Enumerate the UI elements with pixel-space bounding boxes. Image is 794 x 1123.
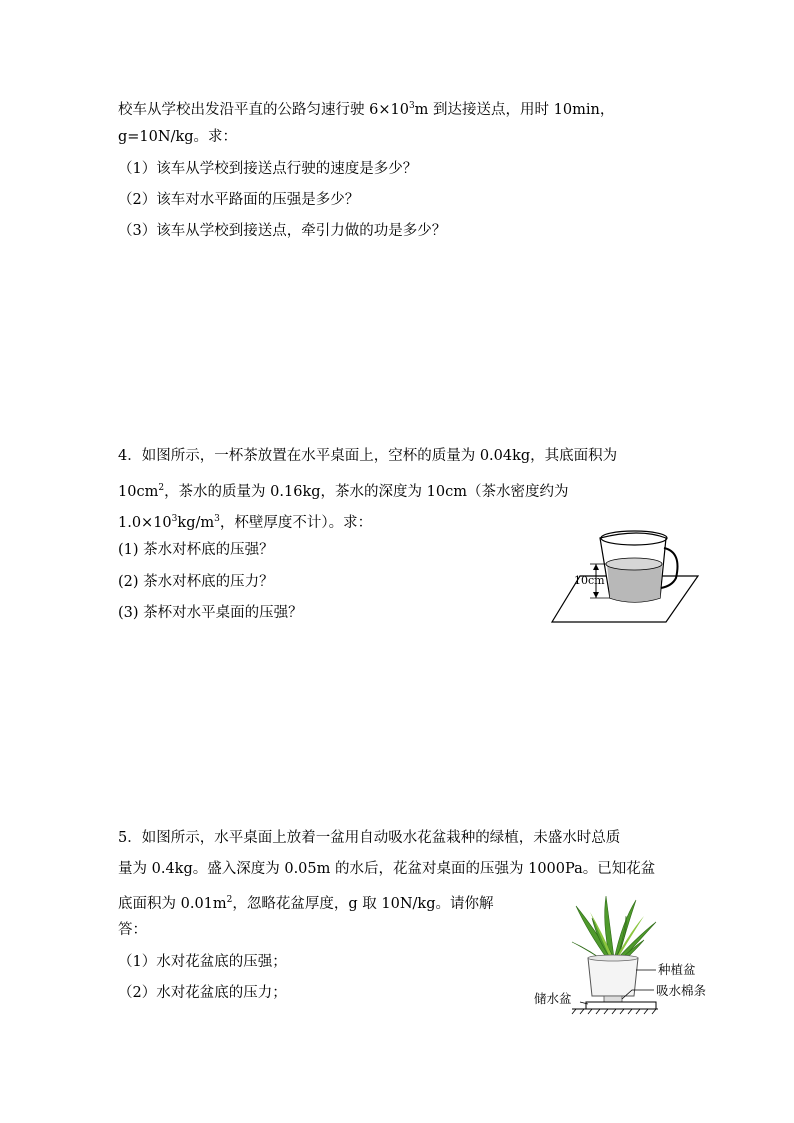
q5-text-line-3: 底面积为 $0.01m^2$，忽略花盆厚度，g 取 10N/kg。请你解: [118, 895, 494, 912]
label-water-tray: 储水盆: [534, 991, 572, 1006]
q3-text-line-2: g=10N/kg。求：: [118, 129, 238, 145]
q5-text-line-4: 答：: [118, 922, 147, 938]
q4-text-line-2: $10cm^2$，茶水的质量为 0.16kg，茶水的深度为 10cm（茶水密度约为: [118, 483, 569, 500]
q3-text-line-1: 校车从学校出发沿平直的公路匀速行驶 $6\times 10^3m$ 到达接送点，用时 10min，: [118, 101, 615, 118]
q5-subquestion-1: （1）水对花盆底的压强；: [118, 954, 287, 970]
label-wick: 吸水棉条: [656, 983, 707, 998]
ground-hatching: [572, 1009, 656, 1014]
q4-subquestion-2: (2) 茶水对杯底的压力？: [118, 574, 274, 590]
planting-pot: [588, 958, 638, 996]
plant-leaves: [572, 896, 656, 964]
q5-subquestion-2: （2）水对花盆底的压力；: [118, 985, 287, 1001]
flower-pot-figure: [528, 892, 718, 1018]
water-tray: [586, 1002, 656, 1009]
q4-subquestion-3: (3) 茶杯对水平桌面的压强？: [118, 605, 303, 621]
water-surface: [606, 558, 662, 570]
q3-subquestion-2: （2）该车对水平路面的压强是多少？: [118, 192, 360, 208]
q5-text-line-1: 5．如图所示，水平桌面上放着一盆用自动吸水花盆栽种的绿植，未盛水时总质: [118, 830, 621, 846]
q3-subquestion-3: （3）该车从学校到接送点，牵引力做的功是多少？: [118, 223, 447, 239]
q4-text-line-3: $1.0\times 10^3kg/m^3$，杯壁厚度不计）。求：: [118, 514, 373, 531]
q4-text-line-1: 4．如图所示，一杯茶放置在水平桌面上，空杯的质量为 0.04kg，其底面积为: [118, 448, 618, 464]
wick-strip: [604, 996, 622, 1002]
label-planting-pot: 种植盆: [658, 962, 696, 977]
tea-cup-figure: [548, 520, 700, 626]
q3-subquestion-1: （1）该车从学校到接送点行驶的速度是多少？: [118, 161, 418, 177]
q4-subquestion-1: (1) 茶水对杯底的压强？: [118, 542, 274, 558]
q5-text-line-2: 量为 0.4kg。盛入深度为 0.05m 的水后，花盆对桌面的压强为 1000Pa。已知花盆: [118, 861, 656, 877]
depth-label: 10cm: [574, 574, 605, 587]
